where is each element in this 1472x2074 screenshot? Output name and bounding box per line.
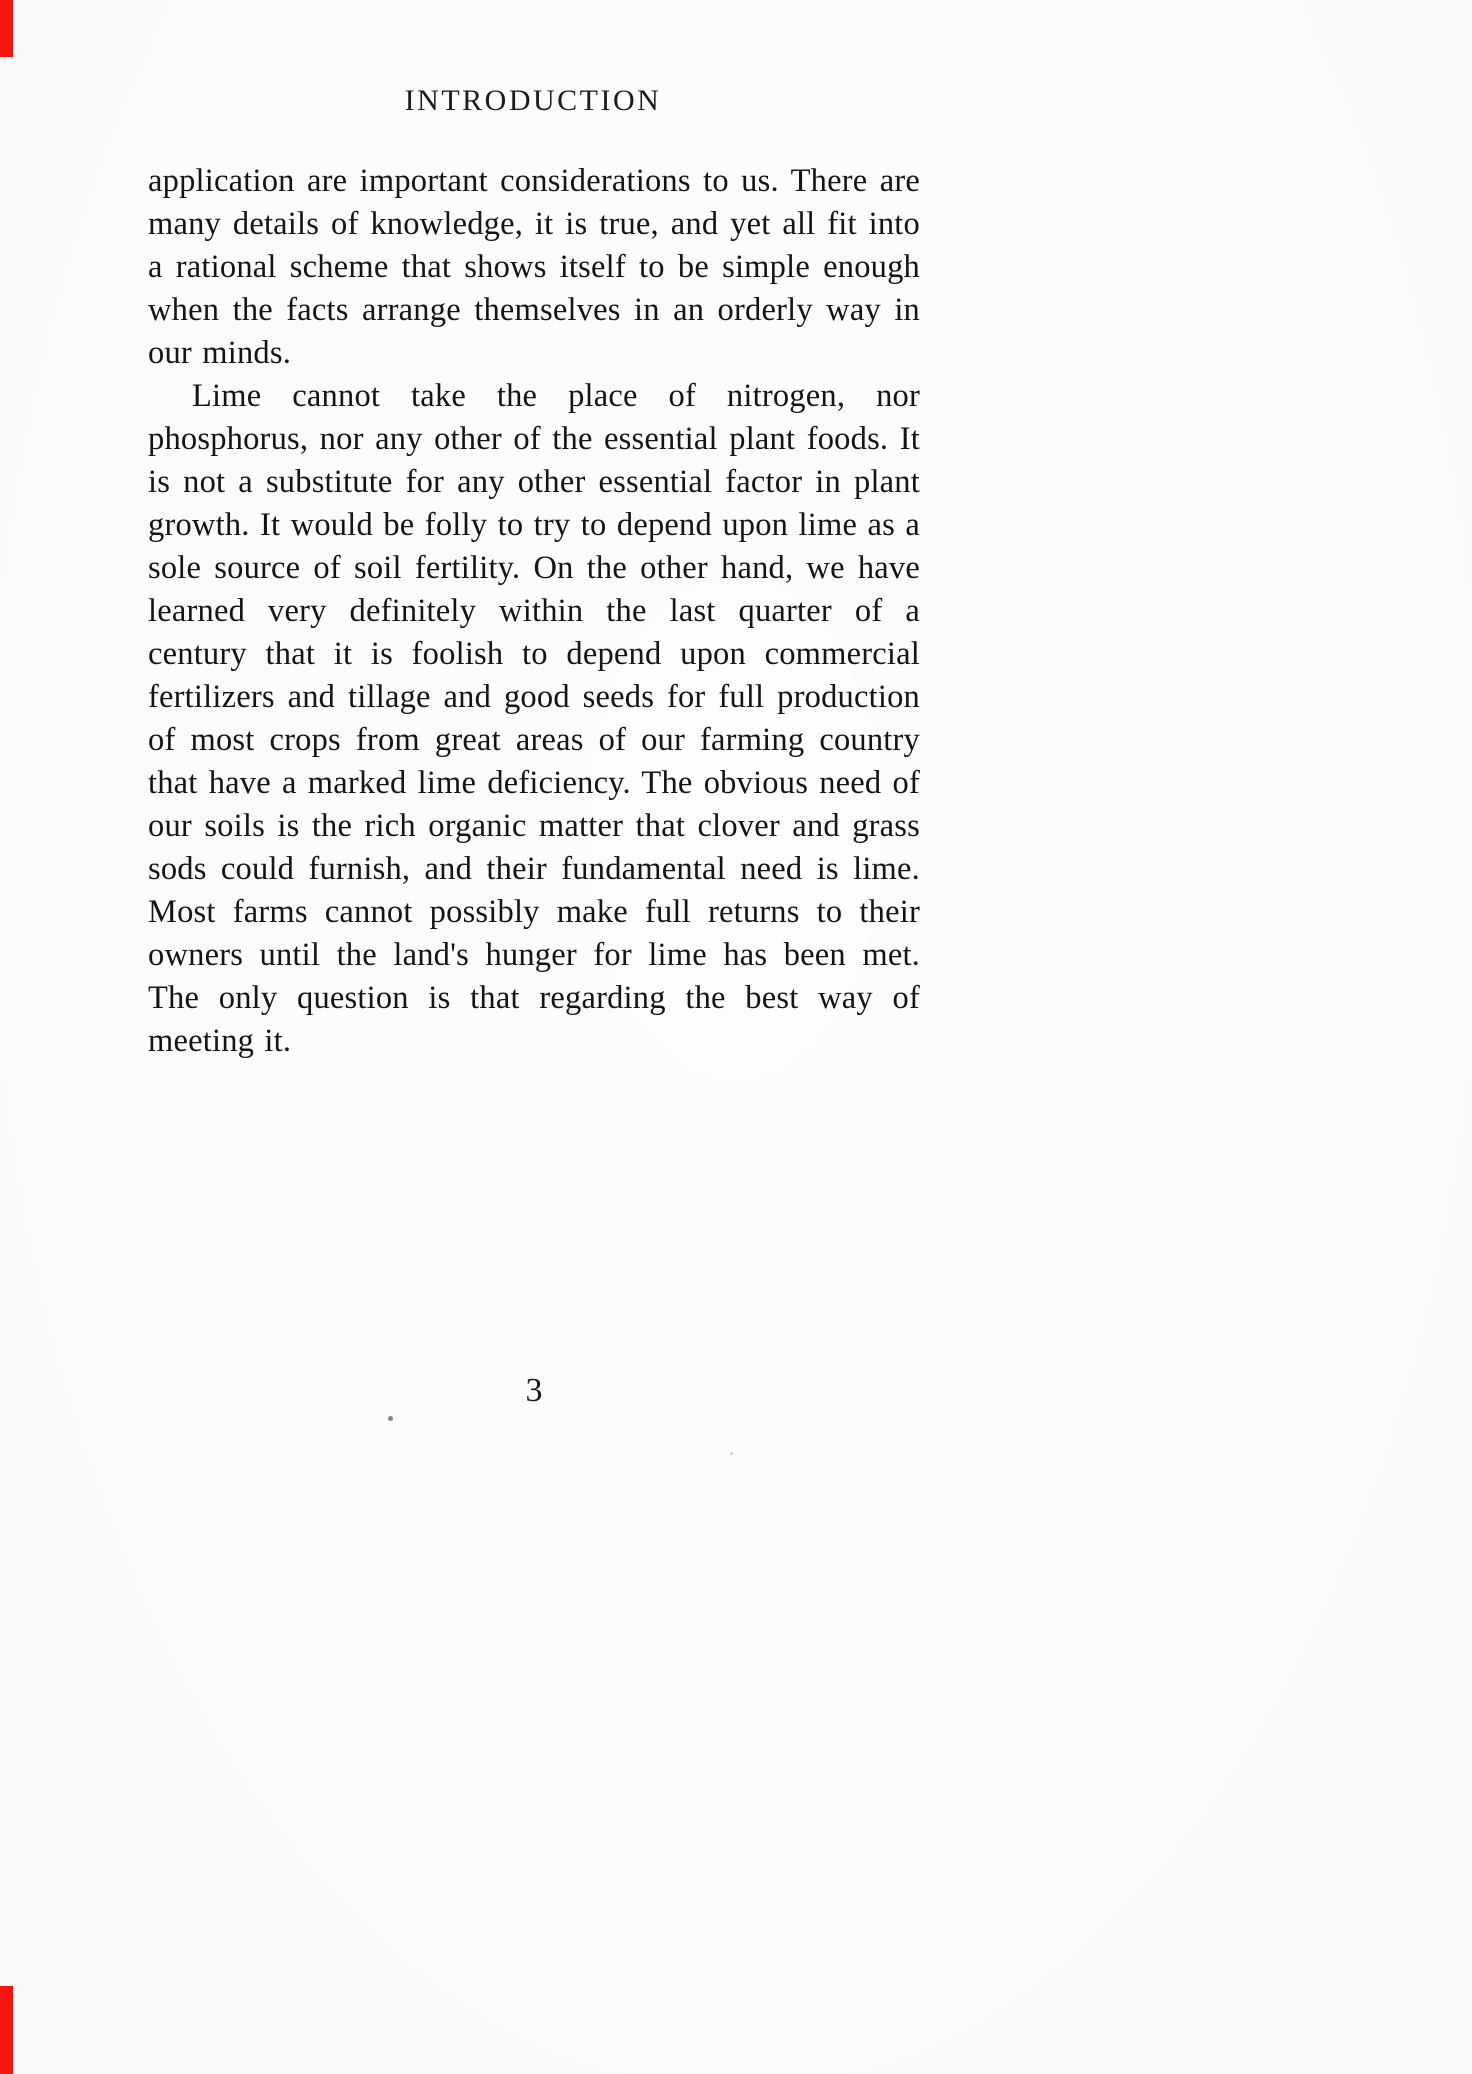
- scan-speck: [388, 1416, 393, 1421]
- running-header: INTRODUCTION: [404, 84, 662, 117]
- page-number: 3: [525, 1372, 543, 1409]
- scan-speck: [730, 1452, 733, 1455]
- body-text: [148, 160, 920, 1063]
- scan-edge-artifact-bottom: [0, 1986, 13, 2074]
- paragraph: application are important considerations to us. There are many details of knowledge, it is true, and yet all fit into a rational scheme that shows itself to be simple enough when the facts arrange themselves in an orderly way in our minds.: [148, 163, 920, 371]
- scan-edge-artifact-top: [0, 0, 13, 57]
- paragraph: Lime cannot take the place of nitrogen, nor phosphorus, nor any other of the essential plant foods. It is not a substitute for any other essential factor in plant growth. It would be folly to try to depend upon lime as a sole source of soil fertility. On the other hand, we have learned very definitely within the last quarter of a century that it is foolish to depend upon commercial fertilizers and tillage and good seeds for full production of most crops from great areas of our farming country that have a marked lime deficiency. The obvious need of our soils is the rich organic matter that clover and grass sods could furnish, and their fundamental need is lime. Most farms cannot possibly make full returns to their owners until the land's hunger for lime has been met. The only question is that regarding the best way of meeting it.: [148, 378, 920, 1059]
